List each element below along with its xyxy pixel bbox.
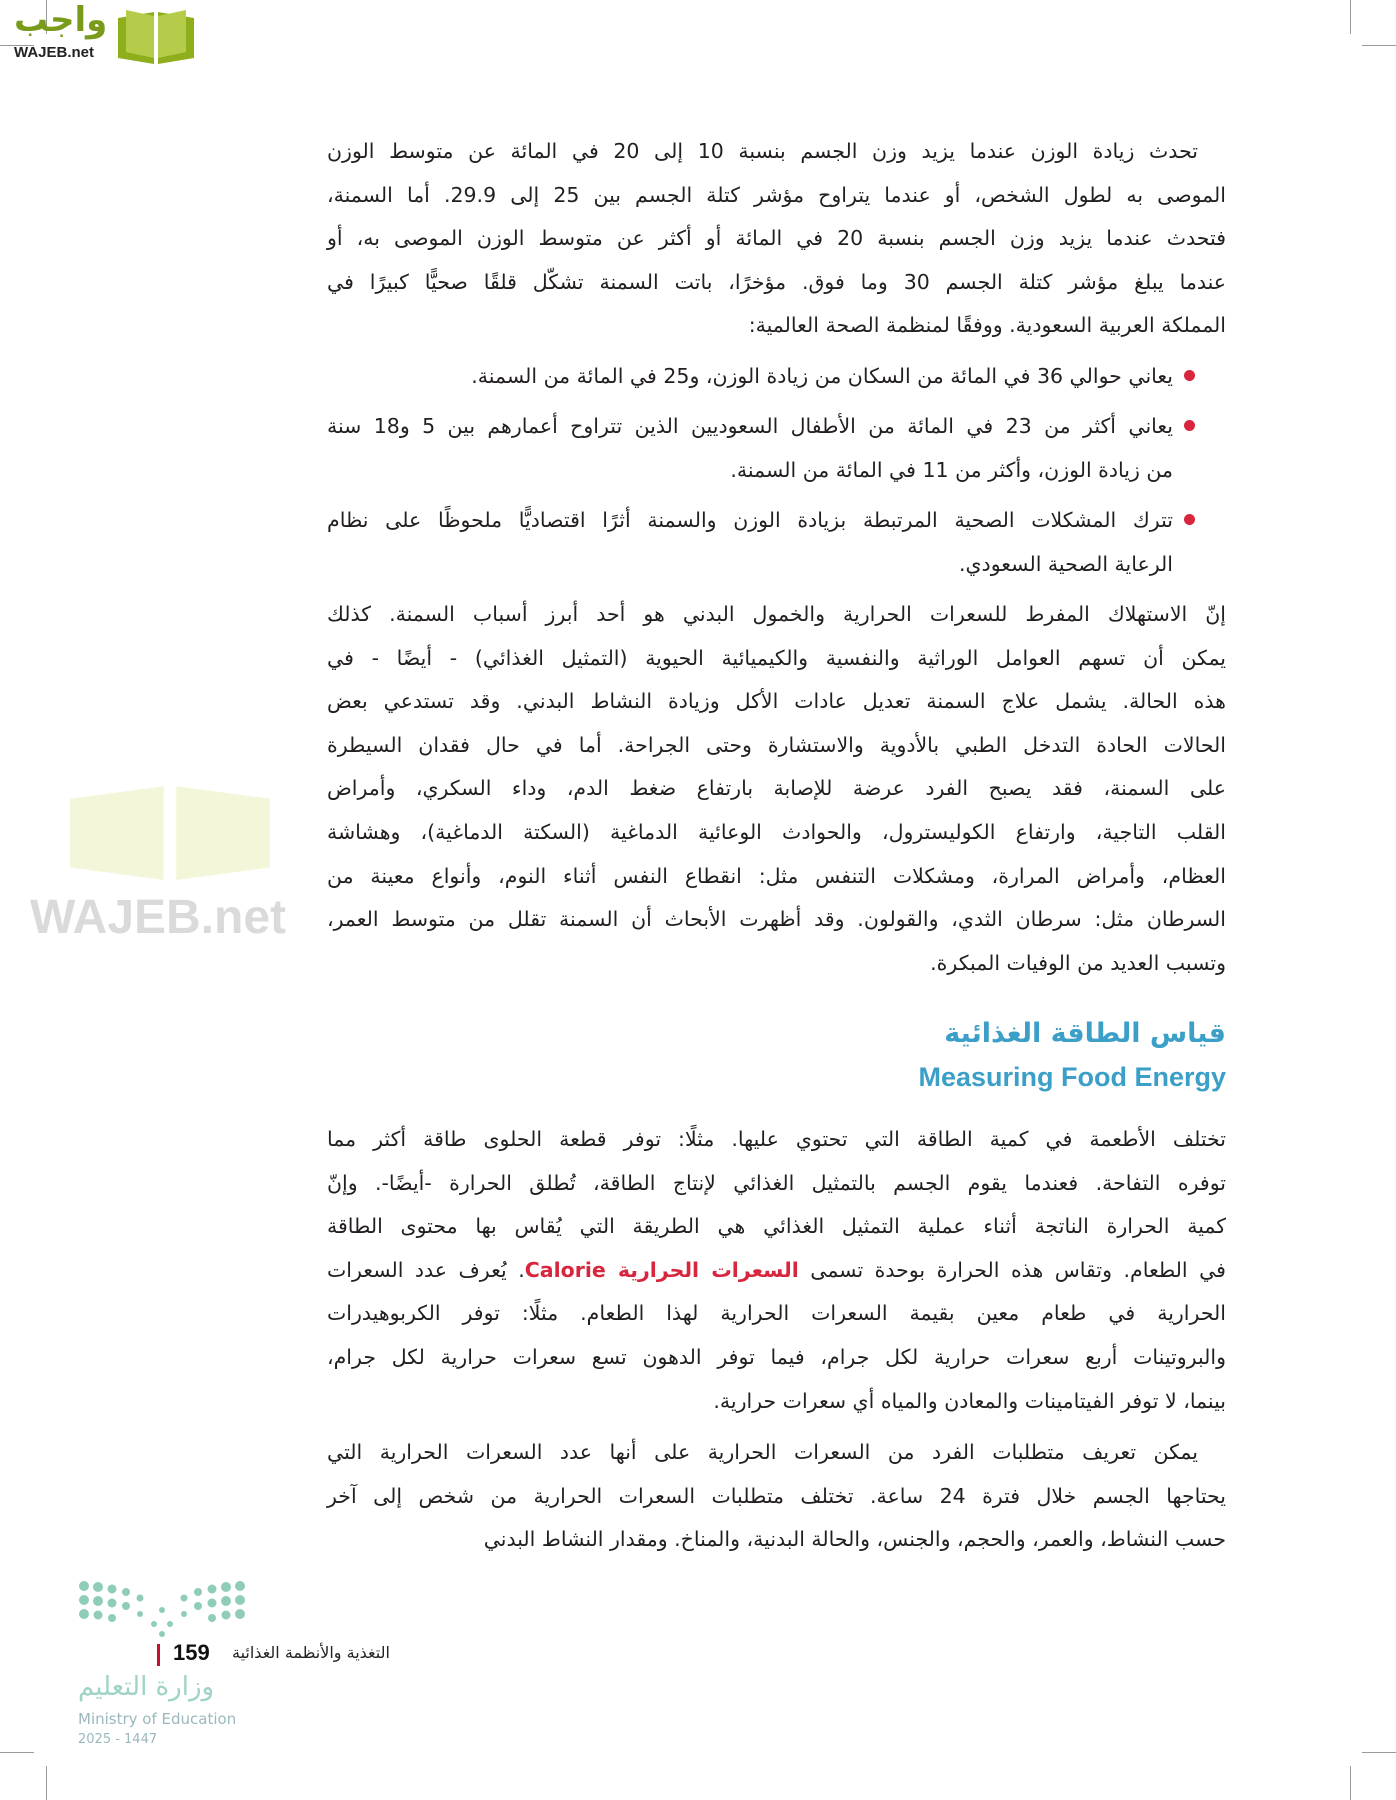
watermark-book-icon [70,780,270,880]
site-logo[interactable] [8,0,198,68]
text-line: الموصى به لطول الشخص، أو عندما يتراوح مؤشر كتلة الجسم بين 25 إلى 29.9. أما السمنة، [327,182,1226,207]
paragraph-calorie-requirements [327,1431,1226,1562]
logo-text-ar: واجب [14,0,108,40]
text-line: الرعاية الصحية السعودي. [959,551,1173,576]
text-line: على السمنة، فقد يصبح الفرد عرضة للإصابة بارتفاع ضغط الدم، وداء السكري، وأمراض [327,776,1226,801]
text-line: الحالات الحادة التدخل الطبي بالأدوية والاستشارة وحتى الجراحة. أما في حال فقدان السيطرة [327,732,1226,757]
text-line: من زيادة الوزن، وأكثر من 11 في المائة من السمنة. [730,457,1173,482]
text-line: يحتاجها الجسم خلال فترة 24 ساعة. تختلف متطلبات السعرات الحرارية من شخص إلى آخر [327,1483,1226,1508]
text-line: حسب النشاط، والعمر، والحجم، والجنس، والحالة البدنية، والمناخ. ومقدار النشاط البدني [483,1527,1226,1552]
text-line [327,1249,1226,1293]
text-line: توفره التفاحة. فعندما يقوم الجسم بالتمثيل الغذائي لإنتاج الطاقة، تُطلق الحرارة -أيضًا-. وإنّ [327,1170,1226,1195]
crop-mark [1350,0,1351,34]
page-number: 159 [173,1640,210,1665]
ministry-name-ar: وزارة التعليم [78,1672,215,1702]
text-line: والبروتينات أربع سعرات حرارية لكل جرام، فيما توفر الدهون تسع سعرات حرارية لكل جرام، [327,1344,1226,1369]
paragraph-food-energy [327,1118,1226,1423]
text-line: وتسبب العديد من الوفيات المبكرة. [930,950,1226,975]
text-line: العظام، وأمراض المرارة، ومشكلات التنفس مثل: انقطاع النفس أثناء النوم، وأنواع معينة من [327,863,1226,888]
academic-year: 2025 - 1447 [78,1732,158,1747]
text-line: عندما يبلغ مؤشر كتلة الجسم 30 وما فوق. مؤخرًا، باتت السمنة تشكّل قلقًا صحيًّا كبيرًا في [327,269,1227,294]
ministry-logo-dots [78,1580,248,1640]
text-line: إنّ الاستهلاك المفرط للسعرات الحرارية والخمول البدني هو أحد أبرز أسباب السمنة. كذلك [327,602,1226,626]
text-segment: في الطعام. وتقاس هذه الحرارة بوحدة تسمى [798,1257,1226,1282]
logo-text-en: WAJEB.net [14,44,95,61]
text-line: السرطان مثل: سرطان الثدي، والقولون. وقد أظهرت الأبحاث أن السمنة تقلل من متوسط العمر، [327,907,1226,932]
text-line: يمكن تعريف متطلبات الفرد من السعرات الحرارية على أنها عدد السعرات الحرارية التي [327,1440,1198,1464]
text-line: تترك المشكلات الصحية المرتبطة بزيادة الوزن والسمنة أثرًا اقتصاديًّا ملحوظًا على نظام [327,508,1173,532]
text-line: يعاني حوالي 36 في المائة من السكان من زيادة الوزن، و25 في المائة من السمنة. [471,364,1173,388]
text-line: القلب التاجية، وارتفاع الكوليسترول، والحوادث الوعائية الدماغية (السكتة الدماغية)، وهشاشة [327,819,1226,844]
bullet-item [327,405,1173,492]
text-line: يمكن أن تسهم العوامل الوراثية والنفسية والكيميائية الحيوية (التمثيل الغذائي) - أيضًا - في [327,645,1226,670]
text-line: بينما، لا توفر الفيتامينات والمعادن والمياه أي سعرات حرارية. [713,1388,1226,1413]
paragraph-obesity-causes [327,593,1226,985]
section-heading-ar: قياس الطاقة الغذائية [944,1018,1226,1049]
section-heading-en: Measuring Food Energy [918,1062,1226,1092]
text-line: تختلف الأطعمة في كمية الطاقة التي تحتوي عليها. مثلًا: توفر قطعة الحلوى طاقة أكثر مما [327,1127,1226,1151]
crop-mark [1350,1766,1351,1800]
text-line: يعاني أكثر من 23 في المائة من الأطفال السعوديين الذين تتراوح أعمارهم بين 5 و18 سنة [327,414,1173,438]
crop-mark [1362,1752,1396,1753]
key-term-calorie: السعرات الحرارية Calorie [524,1257,799,1282]
chapter-title: التغذية والأنظمة الغذائية [232,1643,390,1662]
ministry-name-en: Ministry of Education [78,1710,237,1728]
watermark [30,780,310,960]
crop-mark [46,1766,47,1800]
watermark-text: WAJEB.net [30,891,287,944]
bullet-item [327,355,1173,399]
bullet-dot-icon [1184,420,1195,431]
text-line: تحدث زيادة الوزن عندما يزيد وزن الجسم بنسبة 10 إلى 20 في المائة عن متوسط الوزن [327,139,1199,163]
text-segment: . يُعرف عدد السعرات [327,1257,525,1282]
bullet-item [327,499,1173,586]
crop-mark [1362,45,1396,46]
crop-mark [0,1752,34,1753]
bullet-dot-icon [1184,370,1195,381]
text-line: هذه الحالة. يشمل علاج السمنة تعديل عادات الأكل وزيادة النشاط البدني. وقد تستدعي بعض [327,689,1226,714]
text-line: فتحدث عندما يزيد وزن الجسم بنسبة 20 في المائة أو أكثر عن متوسط الوزن الموصى به، أو [327,226,1226,251]
bullet-dot-icon [1184,514,1195,525]
text-line: المملكة العربية السعودية. ووفقًا لمنظمة الصحة العالمية: [748,313,1226,338]
page-number-divider [157,1644,160,1666]
book-icon [116,8,196,66]
paragraph-overweight [327,130,1226,348]
text-line: الحرارية في طعام معين بقيمة السعرات الحرارية لهذا الطعام. مثلًا: توفر الكربوهيدرات [327,1301,1226,1326]
text-line: كمية الحرارة الناتجة أثناء عملية التمثيل الغذائي هي الطريقة التي يُقاس بها محتوى الطاقة [327,1214,1226,1239]
